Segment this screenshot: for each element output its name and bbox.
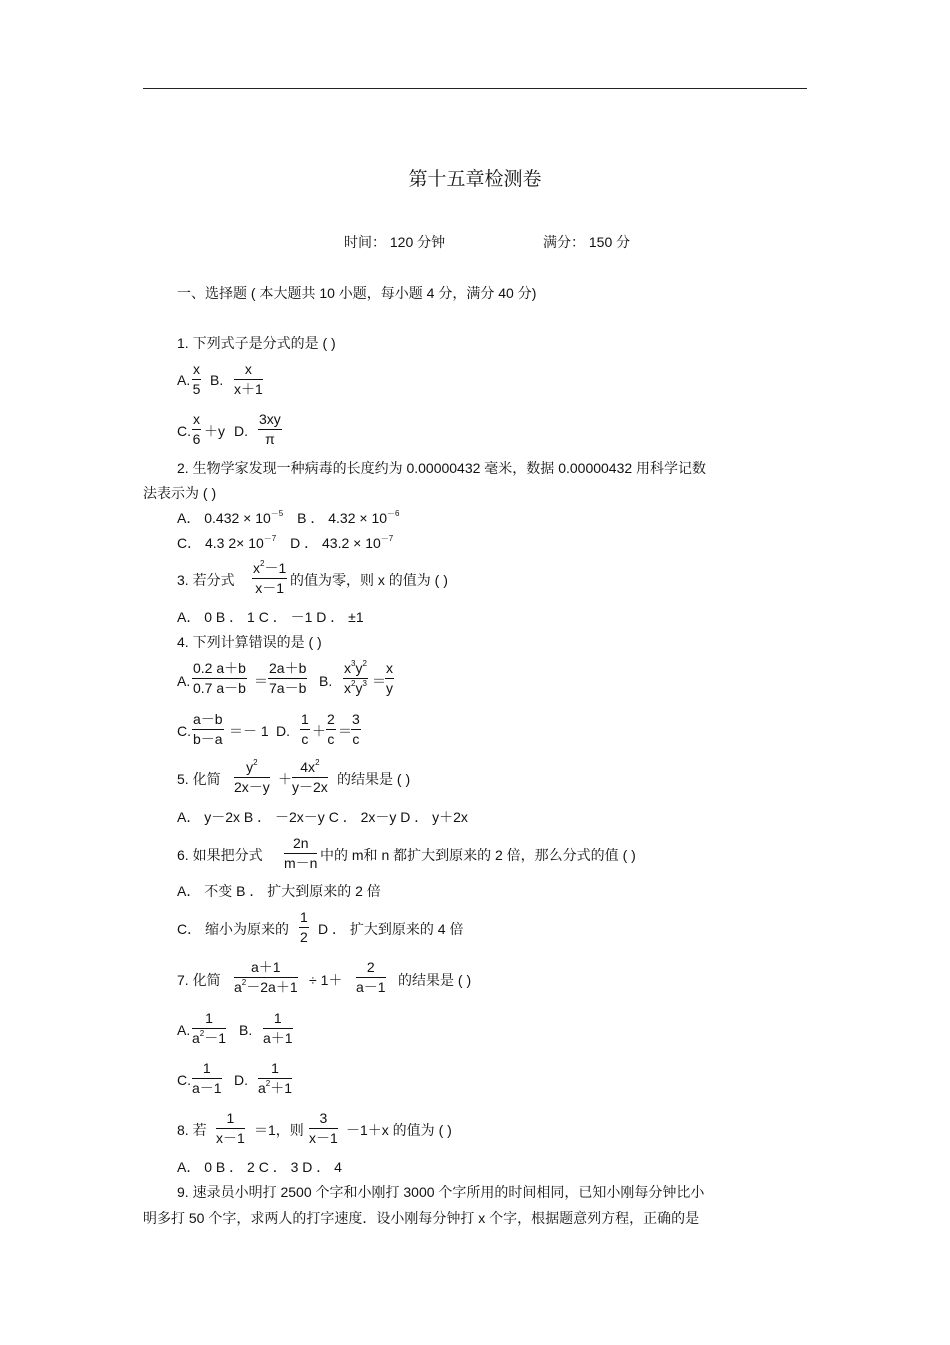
q1-option-d-fraction — [258, 411, 282, 448]
q2-options-ab — [177, 509, 400, 527]
q3-denominator: x－1 — [255, 580, 285, 596]
q4-a-equals: ＝ — [254, 673, 268, 689]
q4-d-fraction-3 — [351, 711, 361, 748]
q7-option-d-fraction — [258, 1060, 292, 1097]
section-heading: 一、选择题 ( 本大题共 10 小题，每小题 4 分，满分 40 分) — [177, 285, 537, 301]
q7-suffix: 的结果是 ( ) — [398, 972, 472, 988]
q1-option-b-label: B. — [210, 372, 224, 388]
q1-b-numerator: x — [234, 361, 263, 380]
q3-fraction — [252, 560, 287, 597]
q7-a-denominator: $a^2-1$ — [192, 1029, 227, 1046]
q4-a1-numerator: 0.2 a＋b — [192, 660, 247, 679]
q1-b-denominator: x＋1 — [234, 381, 263, 397]
question-9-line2: 明多打 50 个字，求两人的打字速度．设小刚每分钟打 x 个字，根据题意列方程，正确的是 — [143, 1210, 700, 1226]
q7-b-denominator: a＋1 — [263, 1030, 293, 1046]
q4-option-b-label: B. — [319, 673, 333, 689]
q8-options: A． 0 B ． 2 C ． 3 D ． 4 — [177, 1159, 342, 1175]
q4-c-denominator: b－a — [193, 731, 223, 747]
q3-suffix: 的值为零，则 x 的值为 ( ) — [290, 572, 448, 588]
q4-d2-numerator: 2 — [326, 711, 336, 730]
q4-d-fraction-2 — [326, 711, 336, 748]
q7-option-b-fraction — [263, 1010, 293, 1047]
q7-option-a-fraction — [192, 1010, 226, 1047]
q6-option-c-fraction — [299, 909, 309, 946]
q2-option-b-exponent: －6 — [387, 509, 400, 518]
q4-d-fraction-1 — [300, 711, 310, 748]
q4-option-a-label: A. — [177, 673, 191, 689]
q4-d2-denominator: c — [327, 731, 335, 747]
q4-b-equals: ＝ — [372, 673, 386, 689]
q5-fraction-2 — [292, 759, 328, 796]
q7-option-b-label: B. — [239, 1022, 253, 1038]
q7-f1-denominator: $a^2-2a+1$ — [234, 978, 298, 995]
q7-a-numerator: 1 — [192, 1010, 226, 1029]
q6-options-ab: A． 不变 B ． 扩大到原来的 2 倍 — [177, 883, 381, 899]
q5-plus: ＋ — [278, 771, 292, 787]
q6-option-d: D ． 扩大到原来的 4 倍 — [318, 921, 464, 937]
q1-a-numerator: x — [192, 361, 201, 380]
q7-fraction-1 — [234, 959, 298, 996]
q1-option-c-fraction — [192, 411, 201, 448]
q3-prefix: 3. 若分式 — [177, 572, 235, 588]
q4-b2-numerator: x — [385, 660, 394, 679]
q4-b1-denominator: $x^2y^3$ — [344, 679, 367, 696]
q1-option-a-fraction — [192, 361, 201, 398]
q4-c-numerator: a－b — [192, 711, 224, 730]
q7-f2-numerator: 2 — [356, 959, 386, 978]
q5-f2-denominator: y－2x — [292, 779, 328, 795]
q8-fraction-2 — [309, 1110, 338, 1147]
q4-a1-denominator: 0.7 a－b — [193, 680, 246, 696]
q8-f2-denominator: x－1 — [309, 1130, 338, 1146]
q7-b-numerator: 1 — [263, 1010, 293, 1029]
q8-fraction-1 — [216, 1110, 245, 1147]
q8-suffix: －1＋x 的值为 ( ) — [346, 1122, 452, 1138]
q3-numerator: $x^2-1$ — [252, 560, 287, 579]
q4-d3-numerator: 3 — [351, 711, 361, 730]
question-2-stem-line1: 2. 生物学家发现一种病毒的长度约为 0.00000432 毫米，数据 0.00000432 用科学记数 — [177, 460, 707, 476]
q6-option-c: C． 缩小为原来的 — [177, 921, 289, 937]
q6-c-numerator: 1 — [299, 909, 309, 928]
q6-fraction — [284, 835, 317, 872]
q2-options-cd — [177, 534, 393, 552]
q7-option-c-fraction — [192, 1060, 222, 1097]
q4-b1-numerator: $x^3y^2$ — [343, 660, 368, 679]
q2-option-a: A． 0.432 × 10 — [177, 510, 271, 526]
q4-a-fraction-1 — [192, 660, 247, 697]
q1-option-c-tail: ＋y — [204, 423, 225, 439]
q8-f1-denominator: x－1 — [216, 1130, 245, 1146]
q7-c-numerator: 1 — [192, 1060, 222, 1079]
q6-numerator: 2n — [284, 835, 317, 854]
q4-b-fraction-1 — [343, 660, 368, 697]
q5-fraction-1 — [234, 759, 270, 796]
q1-c-numerator: x — [192, 411, 201, 430]
q4-a2-numerator: 2a＋b — [268, 660, 307, 679]
q7-fraction-2 — [356, 959, 386, 996]
q1-option-b-fraction — [234, 361, 263, 398]
q7-f1-numerator: a＋1 — [234, 959, 298, 978]
q8-middle: ＝1，则 — [254, 1122, 304, 1138]
q4-d1-numerator: 1 — [300, 711, 310, 730]
question-9-line1: 9. 速录员小明打 2500 个字和小刚打 3000 个字所用的时间相同，已知小刚每分钟比小 — [177, 1184, 705, 1200]
q7-option-c-label: C. — [177, 1072, 191, 1088]
q5-suffix: 的结果是 ( ) — [337, 771, 411, 787]
q6-c-denominator: 2 — [300, 929, 308, 945]
exam-time: 时间： 120 分钟 — [344, 234, 446, 250]
q5-f1-numerator: $y^2$ — [234, 759, 270, 778]
q2-option-d: D ． 43.2 × 10 — [290, 535, 381, 551]
q4-c-fraction — [192, 711, 224, 748]
q7-option-d-label: D. — [234, 1072, 248, 1088]
q2-option-c: C． 4.3 2× 10 — [177, 535, 264, 551]
top-rule — [143, 88, 807, 89]
q1-d-denominator: π — [265, 431, 275, 447]
q2-option-d-exponent: －7 — [380, 534, 394, 543]
q7-option-a-label: A. — [177, 1022, 191, 1038]
q7-f2-denominator: a－1 — [356, 979, 386, 995]
q1-a-denominator: 5 — [192, 381, 201, 397]
q4-d-equals: ＝ — [338, 723, 352, 739]
q5-prefix: 5. 化简 — [177, 771, 221, 787]
q7-divide: ÷ 1＋ — [309, 972, 343, 988]
q2-option-a-exponent: －5 — [270, 509, 284, 518]
q5-f2-numerator: $4x^2$ — [292, 759, 328, 778]
page-title: 第十五章检测卷 — [408, 168, 542, 190]
q7-prefix: 7. 化简 — [177, 972, 221, 988]
q4-d3-denominator: c — [352, 731, 360, 747]
q5-options: A． y－2x B ． －2x－y C ． 2x－y D ． y＋2x — [177, 809, 468, 825]
q1-option-a-label: A. — [177, 372, 191, 388]
q4-a2-denominator: 7a－b — [269, 680, 307, 696]
q4-a-fraction-2 — [268, 660, 307, 697]
q7-d-denominator: $a^2+1$ — [258, 1079, 293, 1096]
q6-suffix: 中的 m和 n 都扩大到原来的 2 倍，那么分式的值 ( ) — [320, 847, 636, 863]
q8-f2-numerator: 3 — [309, 1110, 338, 1129]
exam-score: 满分： 150 分 — [543, 234, 631, 250]
q6-prefix: 6. 如果把分式 — [177, 847, 263, 863]
q3-options: A． 0 B ． 1 C ． －1 D ． ±1 — [177, 609, 364, 625]
q7-c-denominator: a－1 — [192, 1080, 222, 1096]
q4-c-tail: ＝－ 1 — [229, 723, 269, 739]
question-4-stem: 4. 下列计算错误的是 ( ) — [177, 634, 322, 650]
q2-option-c-exponent: －7 — [263, 534, 277, 543]
question-1-stem: 1. 下列式子是分式的是 ( ) — [177, 335, 336, 351]
q1-c-denominator: 6 — [192, 431, 201, 447]
q7-d-numerator: 1 — [258, 1060, 292, 1079]
q1-option-d-label: D. — [234, 423, 248, 439]
q4-d-plus: ＋ — [312, 723, 326, 739]
q1-option-c-label: C. — [177, 423, 191, 439]
q8-f1-numerator: 1 — [216, 1110, 245, 1129]
q2-option-b: B ． 4.32 × 10 — [297, 510, 388, 526]
question-2-stem-line2: 法表示为 ( ) — [143, 485, 217, 501]
q5-f1-denominator: 2x－y — [234, 779, 270, 795]
q4-b2-denominator: y — [386, 680, 393, 696]
q6-denominator: m－n — [284, 855, 318, 871]
q4-b-fraction-2 — [385, 660, 394, 697]
q8-prefix: 8. 若 — [177, 1122, 207, 1138]
q4-option-d-label: D. — [276, 723, 290, 739]
q4-option-c-label: C. — [177, 723, 191, 739]
q1-d-numerator: 3xy — [258, 411, 282, 430]
q4-d1-denominator: c — [301, 731, 309, 747]
